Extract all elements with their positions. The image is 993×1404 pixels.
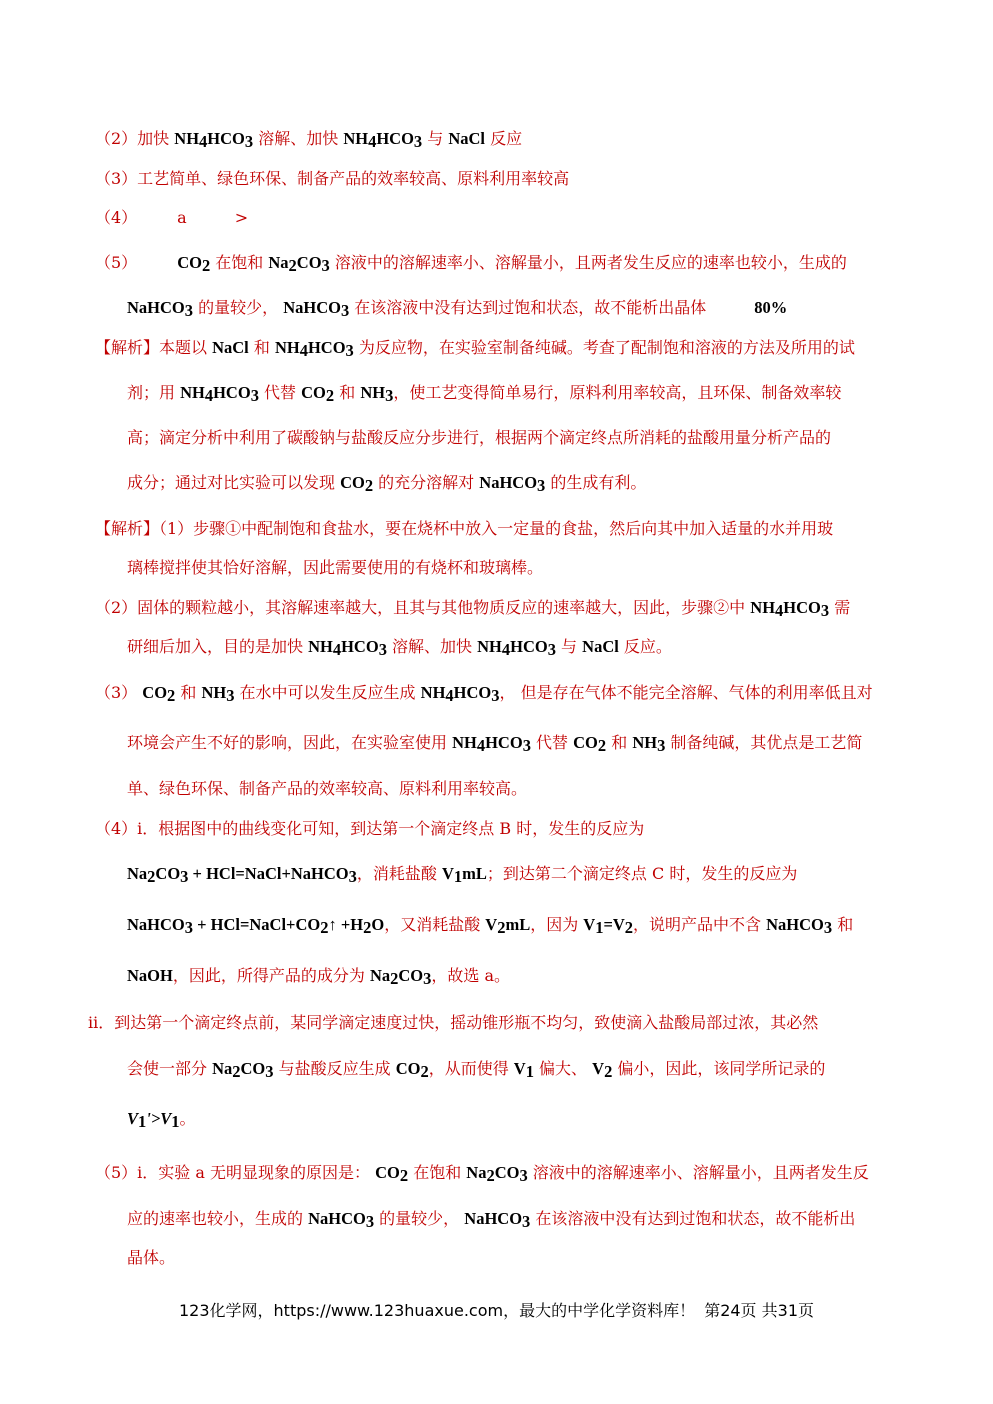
subscript: 4 xyxy=(199,132,208,151)
formula-run: NaOH xyxy=(127,966,173,985)
footer-page-number: 第24页 共31页 xyxy=(704,1301,814,1320)
formula-run: NH xyxy=(420,683,446,702)
subscript: 4 xyxy=(332,640,342,659)
formula-run: NH xyxy=(360,383,386,402)
text-run: 的充分溶解对 xyxy=(373,473,480,492)
subscript: 2 xyxy=(597,736,607,755)
text-run: 成分；通过对比实验可以发现 xyxy=(127,473,341,492)
subscript: 4 xyxy=(204,386,214,405)
text-run: （2）加快 xyxy=(95,129,175,148)
formula-run: NaCl xyxy=(448,129,486,148)
formula-run: NH xyxy=(174,129,200,148)
text-run: 环境会产生不好的影响，因此，在实验室使用 xyxy=(127,733,453,752)
formula-run: NH xyxy=(180,383,205,402)
text-run: （2）固体的颗粒越小，其溶解速率越大，且其与其他物质反应的速率越大，因此，步骤②中 xyxy=(95,598,751,617)
text-run: 高；滴定分析中利用了碳酸钠与盐酸反应分步进行，根据两个滴定终点所消耗的盐酸用量分析产品的 xyxy=(127,428,832,447)
subscript: 2 xyxy=(320,918,329,937)
subscript: 1 xyxy=(595,918,604,937)
text-run: ，又消耗盐酸 xyxy=(384,915,486,934)
text-run: 剂；用 xyxy=(127,383,181,402)
text-run: 【解析】本题以 xyxy=(95,338,213,357)
text-run: 在该溶液中没有达到过饱和状态，故不能析出晶体 xyxy=(349,298,755,317)
formula-run: CO xyxy=(375,1163,400,1182)
text-run: 璃棒搅拌使其恰好溶解，因此需要使用的有烧杯和玻璃棒。 xyxy=(127,558,544,577)
text-run: 和 xyxy=(832,915,854,934)
text-run: 溶解、加快 xyxy=(253,129,344,148)
formula-run: CO xyxy=(296,253,322,272)
text-run: （5）ⅰ．实验 a 无明显现象的原因是： xyxy=(95,1163,376,1182)
text-run: 晶体。 xyxy=(127,1248,176,1267)
subscript: 2 xyxy=(364,476,374,495)
text-run: ， 但是存在气体不能完全溶解、气体的利用率低且对 xyxy=(499,683,873,702)
analysis-q1-b xyxy=(127,557,543,579)
text-run: 反应 xyxy=(485,129,523,148)
subscript: 3 xyxy=(378,640,387,659)
formula-run: CO xyxy=(142,683,168,702)
text-run: 溶解、加快 xyxy=(386,637,478,656)
formula-run: NH xyxy=(343,129,369,148)
text-run: 在饱和 xyxy=(210,253,269,272)
formula-run: NH xyxy=(274,338,300,357)
subscript: 4 xyxy=(775,601,784,620)
text-run: 与 xyxy=(555,637,583,656)
page-footer xyxy=(0,1298,993,1321)
text-run: 研细后加入，目的是加快 xyxy=(127,637,309,656)
text-run: 在饱和 xyxy=(408,1163,467,1182)
text-run: （4）ⅰ．根据图中的曲线变化可知，到达第一个滴定终点 B 时，发生的反应为 xyxy=(95,819,645,838)
formula-run: + HCl=NaCl+CO xyxy=(193,915,321,934)
text-run: 为反应物，在实验室制备纯碱。考查了配制饱和溶液的方法及所用的试 xyxy=(353,338,855,357)
subscript: 3 xyxy=(519,1166,528,1185)
analysis-q2-a xyxy=(95,597,850,619)
text-run: ，因为 xyxy=(530,915,584,934)
formula-run: V xyxy=(513,1059,526,1078)
formula-run: NH xyxy=(750,598,776,617)
text-run: 和 xyxy=(175,683,202,702)
subscript: 2 xyxy=(486,1166,495,1185)
subscript: 2 xyxy=(147,867,156,886)
subscript: 2 xyxy=(497,918,506,937)
subscript: 4 xyxy=(501,640,511,659)
text-run: 制备纯碱，其优点是工艺简 xyxy=(665,733,863,752)
analysis-q3-b xyxy=(127,732,862,754)
formula-run: Na xyxy=(212,1059,233,1078)
text-run: 反应。 xyxy=(618,637,672,656)
analysis-q5-b xyxy=(127,1208,855,1230)
subscript: 4 xyxy=(445,686,454,705)
analysis-q4-a xyxy=(95,818,644,840)
subscript: 2 xyxy=(399,1166,409,1185)
text-run: 。 xyxy=(179,1109,196,1128)
analysis-q4-c xyxy=(127,914,853,936)
subscript: 3 xyxy=(522,736,531,755)
subscript: 1 xyxy=(138,1112,147,1131)
analysis-summary-1 xyxy=(95,337,855,359)
subscript: 3 xyxy=(657,736,666,755)
text-run: 应的速率也较小，生成的 xyxy=(127,1209,309,1228)
formula-run: mL xyxy=(505,915,531,934)
formula-run: CO xyxy=(155,864,181,883)
formula-run: CO xyxy=(395,1059,421,1078)
text-run: 偏小，因此，该同学所记录的 xyxy=(612,1059,826,1078)
formula-run: NH xyxy=(308,637,333,656)
text-run: 的生成有利。 xyxy=(545,473,647,492)
analysis-q4-ii-c xyxy=(127,1108,196,1130)
text-run: ⅱ．到达第一个滴定终点前，某同学滴定速度过快，摇动锥形瓶不均匀，致使滴入盐酸局部过浓，其必然 xyxy=(88,1013,819,1032)
subscript: 3 xyxy=(265,1062,274,1081)
formula-run: Na xyxy=(466,1163,487,1182)
text-run: ，使工艺变得简单易行，原料利用率较高，且环保、制备效率较 xyxy=(393,383,842,402)
text-run: 的量较少， xyxy=(193,298,284,317)
subscript: 3 xyxy=(547,640,556,659)
text-run: ，说明产品中不含 xyxy=(633,915,767,934)
subscript: 2 xyxy=(604,1062,613,1081)
text-run: 会使一部分 xyxy=(127,1059,213,1078)
analysis-summary-2 xyxy=(127,382,841,404)
subscript: 4 xyxy=(368,132,377,151)
text-run: （3） xyxy=(95,683,143,702)
subscript: 3 xyxy=(491,686,500,705)
analysis-q5-c xyxy=(127,1247,175,1269)
subscript: 3 xyxy=(184,301,193,320)
subscript: 3 xyxy=(250,386,259,405)
analysis-q3-a xyxy=(95,682,873,704)
formula-run: NaCl xyxy=(582,637,619,656)
text-run: 溶液中的溶解速率小、溶解量小，且两者发生反应的速率也较小，生成的 xyxy=(329,253,847,272)
text-run: 溶液中的溶解速率小、溶解量小，且两者发生反 xyxy=(527,1163,869,1182)
subscript: 2 xyxy=(325,386,335,405)
analysis-q4-b xyxy=(127,863,797,885)
formula-run: '>V xyxy=(146,1109,172,1128)
formula-run: NaHCO xyxy=(283,298,341,317)
formula-run: HCO xyxy=(376,129,414,148)
text-run: 和 xyxy=(248,338,275,357)
formula-run: NaHCO xyxy=(127,915,185,934)
formula-run: V xyxy=(485,915,498,934)
subscript: 3 xyxy=(348,867,357,886)
text-run: （4） a > xyxy=(95,208,249,227)
subscript: 3 xyxy=(413,132,423,151)
text-run: 【解析】（1）步骤①中配制饱和食盐水，要在烧杯中放入一定量的食盐，然后向其中加入适量的水并用玻 xyxy=(95,519,834,538)
answer-line-3 xyxy=(95,168,569,190)
formula-run: CO xyxy=(573,733,598,752)
formula-run: NaCl xyxy=(212,338,249,357)
analysis-q4-d xyxy=(127,965,510,987)
analysis-q1-a xyxy=(95,518,833,540)
text-run: 需 xyxy=(829,598,851,617)
answer-line-5b xyxy=(127,297,787,319)
formula-run: NaHCO xyxy=(766,915,824,934)
subscript: 1 xyxy=(453,867,463,886)
formula-run: Na xyxy=(268,253,289,272)
formula-run: HCO xyxy=(341,637,379,656)
text-run: ，从而使得 xyxy=(428,1059,514,1078)
formula-run: NH xyxy=(201,683,227,702)
formula-run: HCO xyxy=(307,338,346,357)
subscript: 2 xyxy=(201,256,211,275)
formula-run: HCO xyxy=(213,383,251,402)
subscript: 2 xyxy=(624,918,634,937)
subscript: 3 xyxy=(423,969,432,988)
text-run: 代替 xyxy=(258,383,302,402)
formula-run: CO xyxy=(494,1163,520,1182)
analysis-summary-3 xyxy=(127,427,831,449)
text-run: 和 xyxy=(606,733,633,752)
subscript: 3 xyxy=(244,132,254,151)
formula-run: NH xyxy=(452,733,477,752)
subscript: 2 xyxy=(288,256,297,275)
text-run: ，消耗盐酸 xyxy=(356,864,442,883)
formula-run: 80% xyxy=(754,298,788,317)
footer-site-text: 123化学网，https://www.123huaxue.com，最大的中学化学资料库！ xyxy=(178,1301,696,1320)
text-run: 在水中可以发生反应生成 xyxy=(234,683,421,702)
formula-run: CO xyxy=(177,253,202,272)
formula-run: CO xyxy=(301,383,326,402)
formula-run: V xyxy=(441,864,454,883)
subscript: 2 xyxy=(232,1062,241,1081)
text-run: 与 xyxy=(422,129,449,148)
subscript: 3 xyxy=(522,1212,531,1231)
formula-run: NH xyxy=(477,637,502,656)
analysis-q5-a xyxy=(95,1162,869,1184)
formula-run: NaHCO xyxy=(464,1209,523,1228)
subscript: 4 xyxy=(299,341,308,360)
subscript: 3 xyxy=(321,256,330,275)
formula-run: NH xyxy=(632,733,658,752)
formula-run: CO xyxy=(340,473,365,492)
formula-run: HCO xyxy=(485,733,523,752)
subscript: 2 xyxy=(363,918,372,937)
formula-run: Na xyxy=(127,864,148,883)
text-run: 和 xyxy=(334,383,361,402)
answer-line-5a xyxy=(95,252,847,274)
answer-line-4 xyxy=(95,207,248,229)
text-run: 的量较少， xyxy=(374,1209,465,1228)
analysis-q4-ii-a xyxy=(88,1012,818,1034)
subscript: 3 xyxy=(226,686,235,705)
formula-run: V xyxy=(127,1109,139,1128)
text-run: ；到达第二个滴定终点 C 时，发生的反应为 xyxy=(486,864,798,883)
subscript: 3 xyxy=(345,341,354,360)
formula-run: HCO xyxy=(510,637,548,656)
subscript: 3 xyxy=(820,601,830,620)
formula-run: HCO xyxy=(453,683,492,702)
analysis-q3-c xyxy=(127,778,527,800)
subscript: 4 xyxy=(476,736,486,755)
formula-run: HCO xyxy=(783,598,821,617)
analysis-q4-ii-b xyxy=(127,1058,825,1080)
formula-run: NaHCO xyxy=(479,473,538,492)
text-run: ，故选 a。 xyxy=(431,966,510,985)
formula-run: NaHCO xyxy=(308,1209,366,1228)
text-run: 代替 xyxy=(530,733,574,752)
subscript: 1 xyxy=(171,1112,180,1131)
formula-run: ↑ +H xyxy=(328,915,364,934)
text-run: （3）工艺简单、绿色环保、制备产品的效率较高、原料利用率较高 xyxy=(95,169,570,188)
formula-run: HCO xyxy=(207,129,245,148)
text-run: 单、绿色环保、制备产品的效率较高、原料利用率较高。 xyxy=(127,779,528,798)
text-run: （5） xyxy=(95,253,178,272)
formula-run: mL xyxy=(462,864,487,883)
formula-run: CO xyxy=(240,1059,266,1078)
formula-run: CO xyxy=(398,966,424,985)
analysis-summary-4 xyxy=(127,472,646,494)
text-run: 偏大、 xyxy=(533,1059,593,1078)
subscript: 3 xyxy=(537,476,546,495)
text-run: 与盐酸反应生成 xyxy=(273,1059,396,1078)
formula-run: + HCl=NaCl+NaHCO xyxy=(188,864,349,883)
subscript: 2 xyxy=(167,686,176,705)
subscript: 3 xyxy=(184,918,193,937)
formula-run: Na xyxy=(369,966,391,985)
formula-run: O xyxy=(371,915,385,934)
subscript: 3 xyxy=(385,386,394,405)
formula-run: V xyxy=(583,915,596,934)
subscript: 1 xyxy=(525,1062,534,1081)
subscript: 3 xyxy=(180,867,189,886)
analysis-q2-b xyxy=(127,636,672,658)
subscript: 3 xyxy=(823,918,833,937)
subscript: 2 xyxy=(420,1062,429,1081)
answer-line-2 xyxy=(95,128,522,150)
text-run: 在该溶液中没有达到过饱和状态，故不能析出 xyxy=(530,1209,856,1228)
subscript: 3 xyxy=(365,1212,375,1231)
formula-run: =V xyxy=(603,915,625,934)
subscript: 2 xyxy=(390,969,399,988)
formula-run: V xyxy=(592,1059,605,1078)
subscript: 3 xyxy=(340,301,350,320)
formula-run: NaHCO xyxy=(127,298,185,317)
text-run: ，因此，所得产品的成分为 xyxy=(172,966,370,985)
